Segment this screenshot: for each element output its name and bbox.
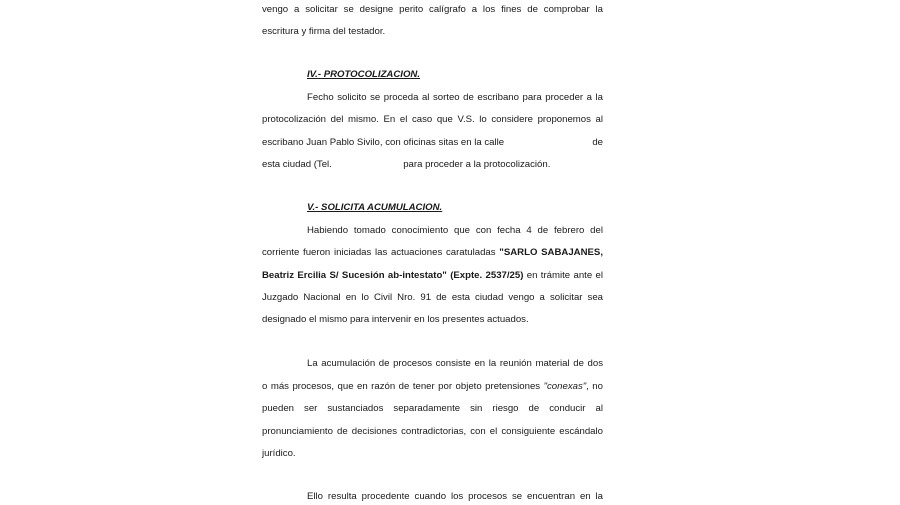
- section-5-line-3: [262, 270, 603, 282]
- section-4-line-3-end: de: [592, 137, 603, 148]
- section-5-line-2-normal: corriente fueron iniciadas las actuaciones caratuladas: [262, 247, 496, 258]
- acumulacion-line-2-end: , no: [586, 381, 603, 392]
- case-title-part-2: Beatriz Ercilia S/ Sucesión ab-intestato" (Expte. 2537/25): [262, 270, 524, 281]
- section-4-line-4-end: para proceder a la protocolización.: [403, 159, 551, 170]
- conexas-term: "conexas": [543, 381, 587, 392]
- acumulacion-line-2-start: o más procesos, que en razón de tener por objeto pretensiones: [262, 381, 541, 392]
- ello-line-1: Ello resulta procedente cuando los procesos se encuentran en la: [307, 491, 603, 502]
- section-4-heading: IV.- PROTOCOLIZACION.: [307, 69, 421, 80]
- section-5-line-1: Habiendo tomado conocimiento que con fecha 4 de febrero del: [307, 225, 603, 236]
- top-paragraph-line-1: vengo a solicitar se designe perito calígrafo a los fines de comprobar la: [262, 4, 603, 15]
- case-title-part-1: "SARLO SABAJANES,: [499, 247, 603, 258]
- section-5-line-5: designado el mismo para intervenir en los presentes actuados.: [262, 314, 529, 325]
- top-paragraph-line-2: escritura y firma del testador.: [262, 26, 386, 37]
- section-5-line-4: Juzgado Nacional en lo Civil Nro. 91 de esta ciudad vengo a solicitar sea: [262, 292, 603, 303]
- acumulacion-line-2: [262, 381, 603, 393]
- section-4-line-3: [262, 137, 603, 149]
- acumulacion-line-5: jurídico.: [262, 448, 296, 459]
- section-4-line-4-start: esta ciudad (Tel.: [262, 159, 332, 170]
- section-4-line-3-start: escribano Juan Pablo Sivilo, con oficinas sitas en la calle: [262, 137, 505, 148]
- section-4-line-2: protocolización del mismo. En el caso que V.S. lo considere proponemos al: [262, 114, 603, 125]
- section-5-line-2: [262, 247, 603, 259]
- acumulacion-line-4: pronunciamiento de decisiones contradictorias, con el consiguiente escándalo: [262, 426, 603, 437]
- section-5-heading: V.- SOLICITA ACUMULACION.: [307, 202, 443, 213]
- acumulacion-line-1: La acumulación de procesos consiste en la reunión material de dos: [307, 358, 603, 369]
- section-4-line-1: Fecho solicito se proceda al sorteo de escribano para proceder a la: [307, 92, 603, 103]
- section-4-line-4: [262, 159, 603, 171]
- section-5-line-3-normal: en trámite ante el: [526, 270, 603, 281]
- acumulacion-line-3: pueden ser sustanciados separadamente sin riesgo de conducir al: [262, 403, 603, 414]
